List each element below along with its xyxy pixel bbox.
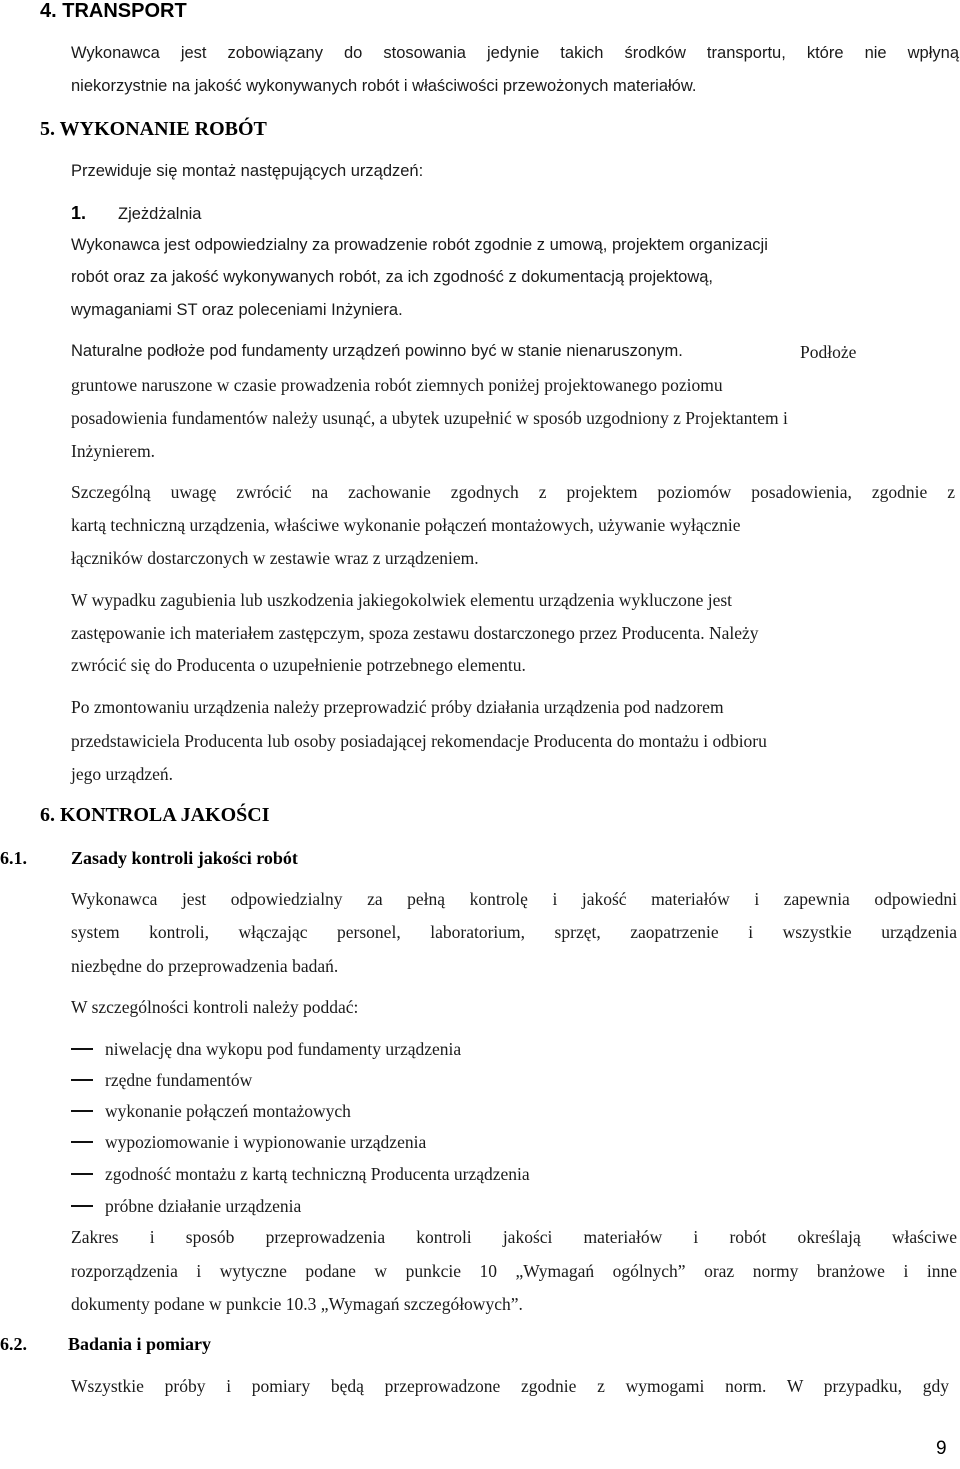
p2-serif-tail: Podłoże [800, 342, 857, 362]
p5-line-1: Po zmontowaniu urządzenia należy przeprowadzić próby działania urządzenia pod nadzorem [71, 697, 724, 717]
item-title: Zjeżdżalnia [118, 205, 202, 223]
p4-line-1: W wypadku zagubienia lub uszkodzenia jakiegokolwiek elementu urządzenia wykluczone jest [71, 590, 733, 610]
sub1-p3-line-3: dokumenty podane w punkcie 10.3 „Wymagań szczegółowych”. [71, 1294, 523, 1314]
p5-line-2: przedstawiciela Producenta lub osoby posiadającej rekomendacje Producenta do montażu i odbioru [71, 731, 767, 751]
sub1-p3-line-1: Zakres i sposób przeprowadzenia kontroli jakości materiałów i robót określają właściwe [71, 1227, 957, 1247]
sub-6-1-title: Zasady kontroli jakości robót [71, 848, 298, 868]
section-4-line-2: niekorzystnie na jakość wykonywanych robót i właściwości przewożonych materiałów. [71, 77, 697, 95]
sub-6-2-number: 6.2. [0, 1334, 27, 1354]
p4-line-3: zwrócić się do Producenta o uzupełnienie potrzebnego elementu. [71, 655, 526, 675]
list-item: próbne działanie urządzenia [105, 1196, 302, 1216]
p5-line-3: jego urządzeń. [71, 764, 174, 784]
list-dash-icon [71, 1110, 93, 1112]
p3-line-1: Szczególną uwagę zwrócić na zachowanie zgodnych z projektem poziomów posadowienia, zgodnie z [71, 482, 955, 502]
sub1-p1-line-3: niezbędne do przeprowadzenia badań. [71, 956, 339, 976]
section-6-heading: 6. KONTROLA JAKOŚCI [40, 804, 270, 826]
sub1-p2: W szczególności kontroli należy poddać: [71, 997, 359, 1017]
list-dash-icon [71, 1079, 93, 1081]
p1-line-3: wymaganiami ST oraz poleceniami Inżyniera. [71, 301, 403, 319]
sub1-p1-line-1: Wykonawca jest odpowiedzialny za pełną kontrolę i jakość materiałów i zapewnia odpowiedni [71, 889, 957, 909]
list-dash-icon [71, 1048, 93, 1050]
p3-line-3: łączników dostarczonych w zestawie wraz z urządzeniem. [71, 548, 479, 568]
p3-line-2: kartą techniczną urządzenia, właściwe wykonanie połączeń montażowych, używanie wyłącznie [71, 515, 741, 535]
list-item: zgodność montażu z kartą techniczną Producenta urządzenia [105, 1164, 530, 1184]
section-5-heading: 5. WYKONANIE ROBÓT [40, 118, 267, 140]
list-dash-icon [71, 1141, 93, 1143]
list-dash-icon [71, 1173, 93, 1175]
p4-line-2: zastępowanie ich materiałem zastępczym, spoza zestawu dostarczonego przez Producenta. Należy [71, 623, 759, 643]
item-number: 1. [71, 203, 87, 223]
p2-sans-sentence: Naturalne podłoże pod fundamenty urządzeń powinno być w stanie nienaruszonym. [71, 342, 683, 360]
list-item: wykonanie połączeń montażowych [105, 1101, 351, 1121]
list-item: niwelację dna wykopu pod fundamenty urządzenia [105, 1039, 462, 1059]
section-4-heading: 4. TRANSPORT [40, 0, 187, 22]
sub-6-1-number: 6.1. [0, 848, 27, 868]
sub-6-2-title: Badania i pomiary [68, 1334, 212, 1354]
p2-line-3: posadowienia fundamentów należy usunąć, a ubytek uzupełnić w sposób uzgodniony z Projektantem i [71, 408, 788, 428]
p1-line-1: Wykonawca jest odpowiedzialny za prowadzenie robót zgodnie z umową, projektem organizacji [71, 236, 768, 254]
sub1-p1-line-2: system kontroli, włączając personel, laboratorium, sprzęt, zaopatrzenie i wszystkie urządzenia [71, 922, 957, 942]
list-dash-icon [71, 1205, 93, 1207]
p1-line-2: robót oraz za jakość wykonywanych robót, za ich zgodność z dokumentacją projektową, [71, 268, 713, 286]
list-item: rzędne fundamentów [105, 1070, 253, 1090]
sub1-p3-line-2: rozporządzenia i wytyczne podane w punkcie 10 „Wymagań ogólnych” oraz normy branżowe i inne [71, 1261, 957, 1281]
page-number: 9 [936, 1438, 947, 1459]
p2-line-4: Inżynierem. [71, 441, 156, 461]
sub2-p1: Wszystkie próby i pomiary będą przeprowadzone zgodnie z wymogami norm. W przypadku, gdy [71, 1376, 949, 1396]
section-4-line-1: Wykonawca jest zobowiązany do stosowania jedynie takich środków transportu, które nie wpłyną [71, 44, 959, 62]
section-5-intro: Przewiduje się montaż następujących urządzeń: [71, 162, 424, 180]
list-item: wypoziomowanie i wypionowanie urządzenia [105, 1132, 427, 1152]
p2-line-2: gruntowe naruszone w czasie prowadzenia robót ziemnych poniżej projektowanego poziomu [71, 375, 723, 395]
